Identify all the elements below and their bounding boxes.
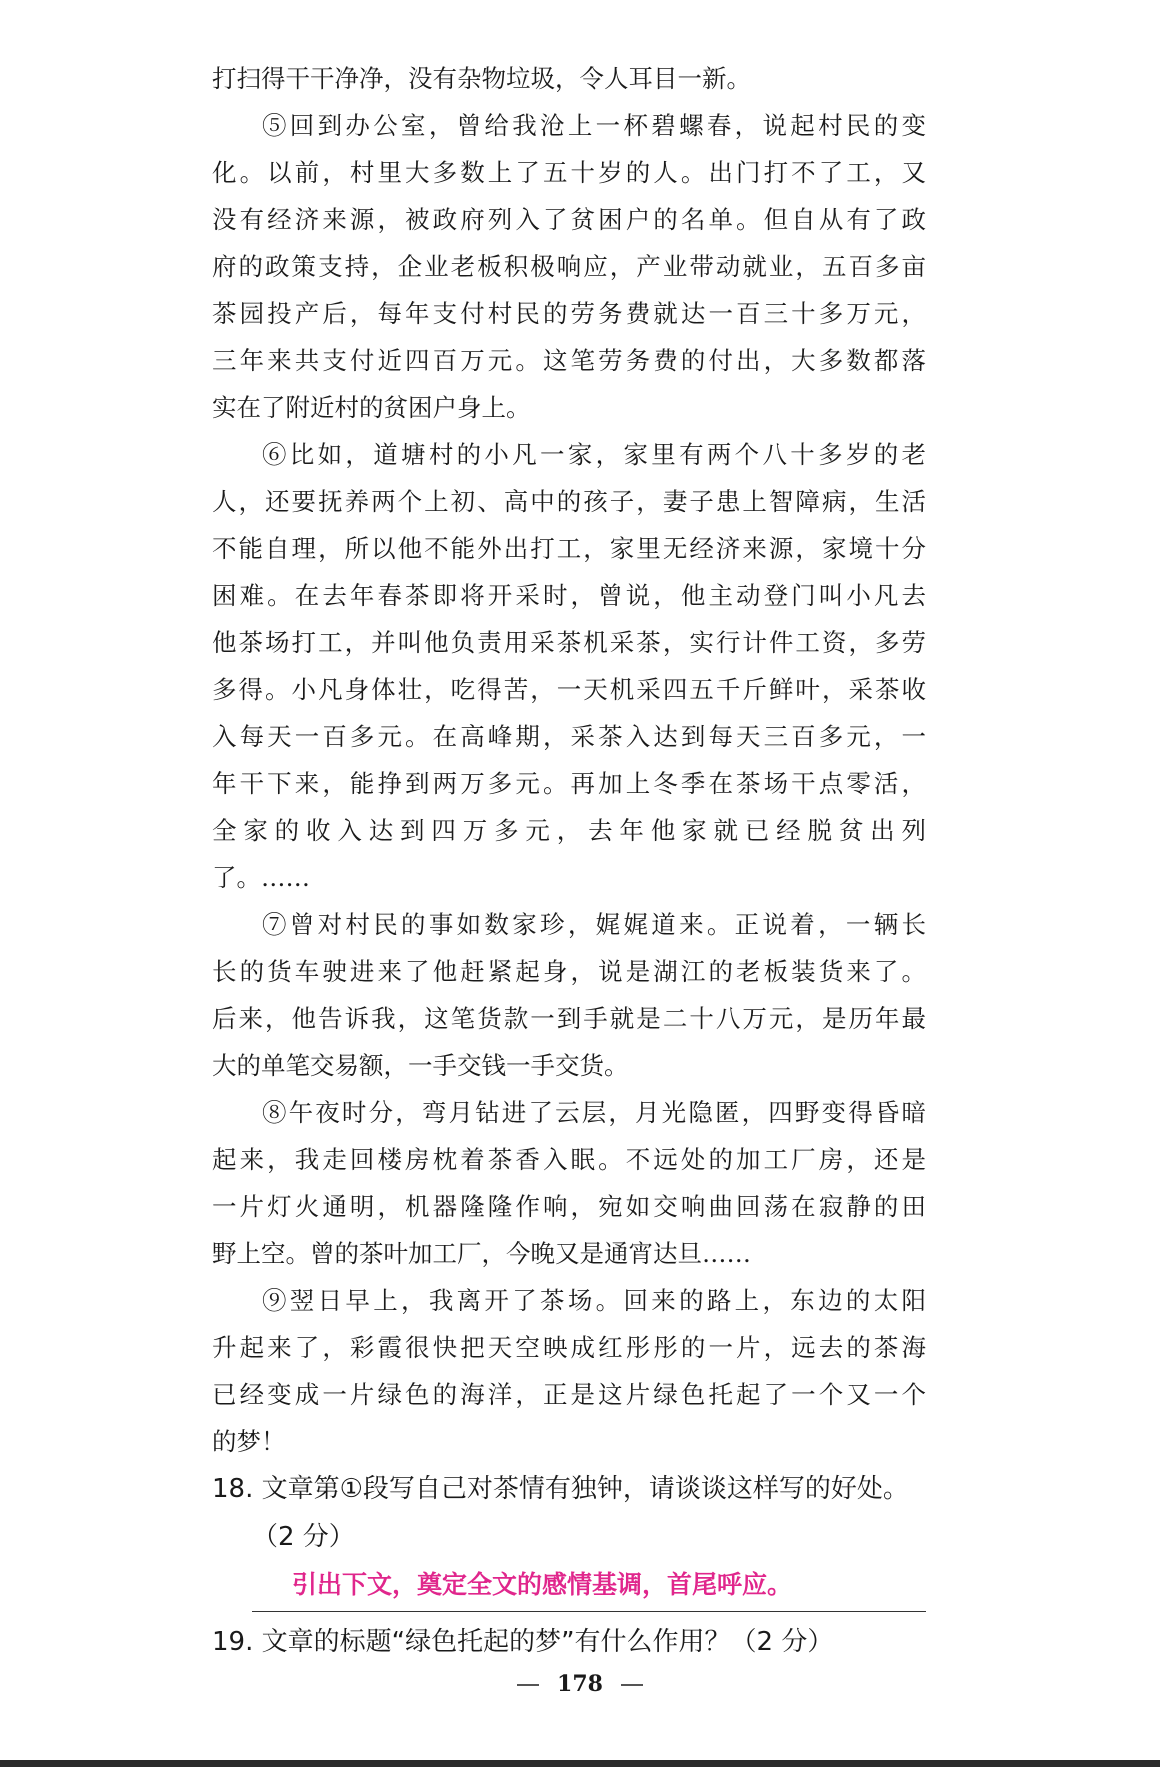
text-line: 升起来了，彩霞很快把天空映成红彤彤的一片，远去的茶海 bbox=[212, 1333, 926, 1362]
bottom-bar bbox=[0, 1760, 1160, 1767]
text-line: 打扫得干干净净，没有杂物垃圾，令人耳目一新。 bbox=[212, 64, 751, 93]
text-line: 人，还要抚养两个上初、高中的孩子，妻子患上智障病，生活 bbox=[212, 487, 926, 516]
text-line: 一片灯火通明，机器隆隆作响，宛如交响曲回荡在寂静的田 bbox=[212, 1192, 926, 1221]
text-line: 野上空。曾的茶叶加工厂，今晚又是通宵达旦…… bbox=[212, 1239, 751, 1268]
text-line: 他茶场打工，并叫他负责用采茶机采茶，实行计件工资，多劳 bbox=[212, 628, 926, 657]
page-number bbox=[0, 1671, 1160, 1697]
text-line: ⑨翌日早上，我离开了茶场。回来的路上，东边的太阳 bbox=[262, 1286, 926, 1315]
dash-right bbox=[621, 1684, 643, 1686]
text-line: 没有经济来源，被政府列入了贫困户的名单。但自从有了政 bbox=[212, 205, 926, 234]
page-number-value: 178 bbox=[557, 1671, 603, 1697]
text-line: 了。…… bbox=[212, 863, 310, 892]
handwritten-answer: 引出下文，奠定全文的感情基调，首尾呼应。 bbox=[292, 1570, 793, 1599]
paragraph-7 bbox=[212, 901, 926, 1089]
answer-line bbox=[252, 1561, 926, 1612]
text-line: 入每天一百多元。在高峰期，采茶入达到每天三百多元，一 bbox=[212, 722, 926, 751]
question-19 bbox=[212, 1618, 926, 1666]
text-line: 起来，我走回楼房枕着茶香入眠。不远处的加工厂房，还是 bbox=[212, 1145, 926, 1174]
paragraph-6 bbox=[212, 431, 926, 901]
text-line: 的梦！ bbox=[212, 1427, 286, 1456]
question-points: （2 分） bbox=[252, 1522, 355, 1552]
question-text: 19. 文章的标题“绿色托起的梦”有什么作用？（2 分） bbox=[212, 1627, 834, 1657]
text-line: 府的政策支持，企业老板积极响应，产业带动就业，五百多亩 bbox=[212, 252, 926, 281]
text-line: ⑤回到办公室，曾给我沧上一杯碧螺春，说起村民的变 bbox=[262, 111, 926, 140]
paragraph-8 bbox=[212, 1089, 926, 1277]
paragraph-9 bbox=[212, 1277, 926, 1465]
text-line: 实在了附近村的贫困户身上。 bbox=[212, 393, 531, 422]
paragraph-5 bbox=[212, 102, 926, 431]
paragraph-4-tail bbox=[212, 55, 926, 102]
text-line: 三年来共支付近四百万元。这笔劳务费的付出，大多数都落 bbox=[212, 346, 926, 375]
text-line: 化。以前，村里大多数上了五十岁的人。出门打不了工，又 bbox=[212, 158, 926, 187]
question-18 bbox=[212, 1465, 926, 1612]
text-line: 年干下来，能挣到两万多元。再加上冬季在茶场干点零活， bbox=[212, 769, 926, 798]
text-line: 已经变成一片绿色的海洋，正是这片绿色托起了一个又一个 bbox=[212, 1380, 926, 1409]
text-line: 全家的收入达到四万多元，去年他家就已经脱贫出列 bbox=[212, 816, 926, 845]
passage-content bbox=[212, 55, 926, 1666]
text-line: ⑧午夜时分，弯月钻进了云层，月光隐匿，四野变得昏暗 bbox=[262, 1098, 926, 1127]
text-line: 困难。在去年春茶即将开采时，曾说，他主动登门叫小凡去 bbox=[212, 581, 926, 610]
text-line: 长的货车驶进来了他赶紧起身，说是湖江的老板装货来了。 bbox=[212, 957, 926, 986]
question-text: 18. 文章第①段写自己对茶情有独钟，请谈谈这样写的好处。 bbox=[212, 1474, 909, 1504]
text-line: ⑦曾对村民的事如数家珍，娓娓道来。正说着，一辆长 bbox=[262, 910, 926, 939]
text-line: ⑥比如，道塘村的小凡一家，家里有两个八十多岁的老 bbox=[262, 440, 926, 469]
text-line: 不能自理，所以他不能外出打工，家里无经济来源，家境十分 bbox=[212, 534, 926, 563]
text-line: 多得。小凡身体壮，吃得苦，一天机采四五千斤鲜叶，采茶收 bbox=[212, 675, 926, 704]
dash-left bbox=[517, 1684, 539, 1686]
text-line: 后来，他告诉我，这笔货款一到手就是二十八万元，是历年最 bbox=[212, 1004, 926, 1033]
text-line: 大的单笔交易额，一手交钱一手交货。 bbox=[212, 1051, 629, 1080]
text-line: 茶园投产后，每年支付村民的劳务费就达一百三十多万元， bbox=[212, 299, 926, 328]
